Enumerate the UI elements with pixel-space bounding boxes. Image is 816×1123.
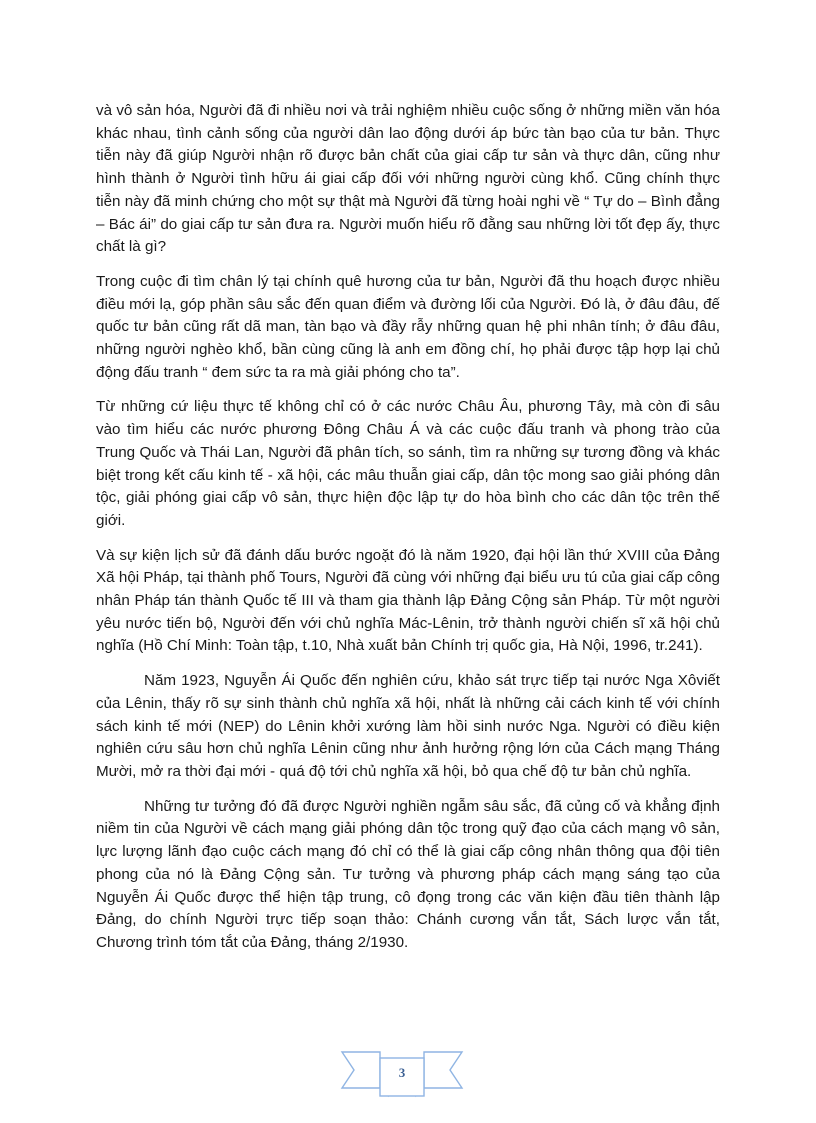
- paragraph-2: Trong cuộc đi tìm chân lý tại chính quê hương của tư bản, Người đã thu hoạch được nhiều điều mới lạ, góp phần sâu sắc đến quan điểm và đường lối của Người. Đó là, ở đâu đâu, đế quốc tư bản cũng rất dã man, tàn bạo và đầy rẫy những quan hệ phi nhân tính; ở đâu đâu, những người nghèo khổ, bần cùng cũng là anh em đồng chí, họ phải được tập hợp lại chủ động đấu tranh “ đem sức ta ra mà giải phóng cho ta”.: [96, 272, 720, 381]
- document-body: [96, 100, 720, 967]
- paragraph-6: Những tư tưởng đó đã được Người nghiền ngẫm sâu sắc, đã củng cố và khẳng định niềm tin của Người về cách mạng giải phóng dân tộc trong quỹ đạo của cách mạng vô sản, lực lượng lãnh đạo cuộc cách mạng đó chỉ có thể là giai cấp công nhân thông qua đội tiên phong của nó là Đảng Cộng sản. Tư tưởng và phương pháp cách mạng sáng tạo của Nguyễn Ái Quốc được thể hiện tập trung, cô đọng trong các văn kiện đầu tiên thành lập Đảng, do chính Người trực tiếp soạn thảo: Chánh cương vắn tắt, Sách lược vắn tắt, Chương trình tóm tắt của Đảng, tháng 2/1930.: [96, 797, 720, 951]
- paragraph-1: và vô sản hóa, Người đã đi nhiều nơi và trải nghiệm nhiều cuộc sống ở những miền văn hóa khác nhau, tình cảnh sống của người dân lao động dưới áp bức tàn bạo của tư bản. Thực tiễn này đã giúp Người nhận rõ được bản chất của giai cấp tư sản và thực dân, cũng như hình thành ở Người tình hữu ái giai cấp đối với những người cùng khổ. Cũng chính thực tiễn này đã minh chứng cho một sự thật mà Người đã từng hoài nghi về “ Tự do – Bình đẳng – Bác ái” do giai cấp tư sản đưa ra. Người muốn hiểu rõ đằng sau những lời tốt đẹp ấy, thực chất là gì?: [96, 102, 720, 256]
- paragraph-4: Và sự kiện lịch sử đã đánh dấu bước ngoặt đó là năm 1920, đại hội lần thứ XVIII của Đảng Xã hội Pháp, tại thành phố Tours, Người đã cùng với những đại biểu ưu tú của giai cấp công nhân Pháp tán thành Quốc tế III và tham gia thành lập Đảng Cộng sản Pháp. Từ một người yêu nước tiến bộ, Người đến với chủ nghĩa Mác-Lênin, trở thành người chiến sĩ xã hội chủ nghĩa (Hồ Chí Minh: Toàn tập, t.10, Nhà xuất bản Chính trị quốc gia, Hà Nội, 1996, tr.241).: [96, 546, 720, 655]
- paragraph-3: Từ những cứ liệu thực tế không chỉ có ở các nước Châu Âu, phương Tây, mà còn đi sâu vào tìm hiểu các nước phương Đông Châu Á và các cuộc đấu tranh và phong trào của Trung Quốc và Thái Lan, Người đã phân tích, so sánh, tìm ra những sự tương đồng và khác biệt trong kết cấu kinh tế - xã hội, các mâu thuẫn giai cấp, dân tộc mong sao giải phóng dân tộc, giải phóng giai cấp vô sản, thực hiện độc lập tự do hòa bình cho các dân tộc trên thế giới.: [96, 398, 720, 529]
- page-number-ribbon: [340, 1044, 464, 1104]
- page-number: 3: [398, 1065, 406, 1080]
- paragraph-5: Năm 1923, Nguyễn Ái Quốc đến nghiên cứu, khảo sát trực tiếp tại nước Nga Xôviết của Lênin, thấy rõ sự sinh thành chủ nghĩa xã hội, nhất là những cải cách kinh tế với chính sách kinh tế mới (NEP) do Lênin khởi xướng làm hồi sinh nước Nga. Người có điều kiện nghiên cứu sâu hơn chủ nghĩa Lênin cũng như ảnh hưởng rộng lớn của Cách mạng Tháng Mười, mở ra thời đại mới - quá độ tới chủ nghĩa xã hội, bỏ qua chế độ tư bản chủ nghĩa.: [96, 672, 720, 780]
